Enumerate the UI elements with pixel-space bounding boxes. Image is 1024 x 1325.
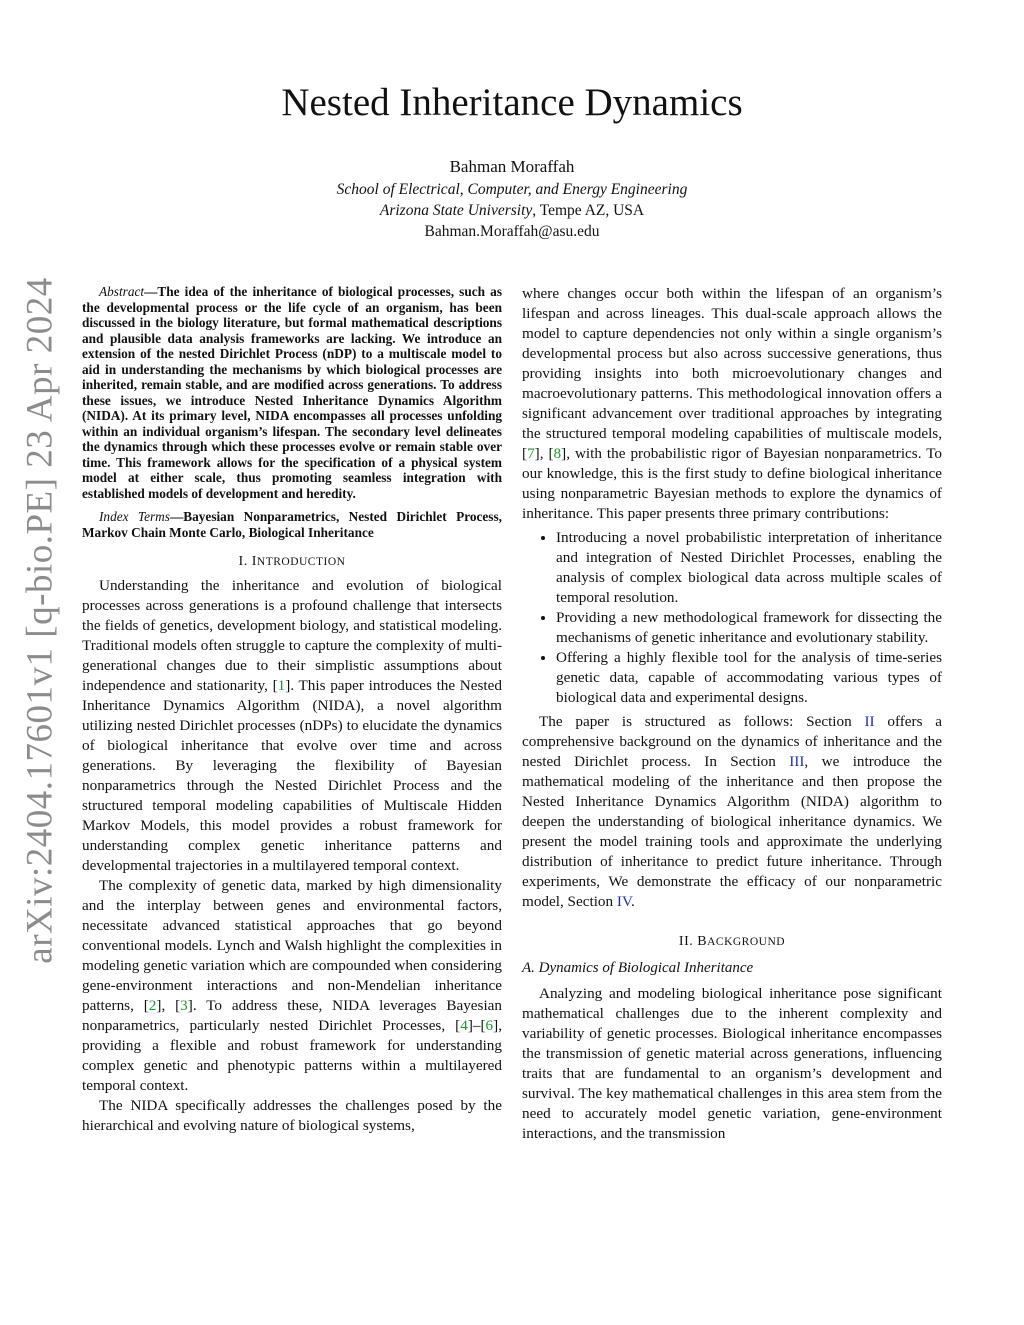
citation-link[interactable]: 3 [180, 997, 188, 1014]
citation-link[interactable]: 8 [553, 445, 562, 462]
section-cap: B [697, 934, 708, 949]
text-run: ]–[ [467, 1017, 486, 1034]
affiliation-school: School of Electrical, Computer, and Energy Engineering [336, 181, 688, 198]
section-heading-introduction [82, 552, 502, 572]
paper-structure-paragraph [522, 712, 942, 912]
text-run: ]. This paper introduces the Nested Inheritance Dynamics Algorithm (NIDA), a novel algorithm utilizing nested Dirichlet processes (nDPs) to elucidate the dynamics of biological inheritance that evolve over time and across generations. By leveraging the flexibility of Bayesian nonparametrics through the Nested Dirichlet Process and the structured temporal modeling capabilities of Multiscale Hidden Markov Models, this model provides a robust framework for understanding complex genetic inheritance patterns and developmental trajectories in a multilayered temporal context. [82, 677, 502, 874]
arxiv-identifier: arXiv:2404.17601v1 [q-bio.PE] 23 Apr 2024 [19, 276, 61, 964]
citation-link[interactable]: 4 [460, 1017, 468, 1034]
background-paragraph-1: Analyzing and modeling biological inheritance pose significant mathematical challenges due to the inherent complexity and variability of genetic processes. Biological inheritance encompasses the transmission of genetic material across generations, influencing traits that are fundamental to an organism’s development and survival. The key mathematical challenges in this area stem from the need to accurately model genetic variation, gene-environment interactions, and the transmission [522, 985, 942, 1142]
text-run: The complexity of genetic data, marked by high dimensionality and the interplay between genes and environmental factors, necessitate advanced statistical approaches that go beyond conventional models. Lynch and Walsh highlight the complexities in modeling genetic variation which are compounded when considering gene-environment interactions and non-Mendelian inheritance patterns, [ [82, 877, 502, 1014]
section-link[interactable]: III [789, 753, 805, 770]
intro-paragraph-3-continued [522, 284, 942, 524]
text-run: ], with the probabilistic rigor of Bayesian nonparametrics. To our knowledge, this is the first study to define biological inheritance using nonparametric Bayesian methods to explore the dynamics of inheritance. This paper presents three primary contributions: [522, 445, 943, 522]
text-run: ], providing a flexible and robust framework for understanding complex genetic and phenotypic patterns within a multilayered temporal context. [82, 1017, 502, 1094]
abstract [82, 284, 502, 501]
citation-link[interactable]: 1 [277, 677, 286, 694]
citation-link[interactable]: 7 [527, 445, 535, 462]
affiliation-university: Arizona State University [379, 202, 533, 219]
section-cap: I [251, 554, 257, 569]
author-name: Bahman Moraffah [449, 157, 575, 176]
section-heading-background [522, 932, 942, 952]
text-run: ], [ [156, 997, 181, 1014]
subsection-heading: A. Dynamics of Biological Inheritance [522, 960, 754, 976]
section-number: II. [678, 934, 694, 949]
text-run: . [631, 893, 635, 910]
list-item: • Providing a new methodological framework for dissecting the mechanisms of genetic inheritance and evolutionary stability. [556, 608, 942, 648]
list-item: • Introducing a novel probabilistic interpretation of inheritance and integration of Nested Dirichlet Processes, enabling the analysis of complex biological data across multiple scales of temporal resolution. [556, 528, 942, 608]
citation-link[interactable]: 6 [485, 1017, 494, 1034]
author-email[interactable]: Bahman.Moraffah@asu.edu [424, 223, 600, 240]
intro-paragraph-1 [82, 576, 502, 876]
index-terms-text: —Bayesian Nonparametrics, Nested Dirichlet Process, Markov Chain Monte Carlo, Biological Inheritance [82, 509, 502, 540]
index-terms [82, 509, 502, 540]
intro-paragraph-3: The NIDA specifically addresses the challenges posed by the hierarchical and evolving nature of biological systems, [82, 1097, 502, 1134]
section-link[interactable]: IV [616, 893, 631, 910]
text-run: where changes occur both within the lifespan of an organism’s lifespan and across lineages. This dual-scale approach allows the model to capture dependencies not only within a single organism’s developmental process but also across successive generations, thus providing insights into both microevolutionary changes and macroevolutionary patterns. This methodological innovation offers a significant advancement over traditional approaches by integrating the structured temporal modeling capabilities of multiscale models, [ [522, 285, 942, 462]
citation-link[interactable]: 2 [148, 997, 157, 1014]
left-column [82, 284, 502, 1136]
section-rest: NTRODUCTION [256, 556, 346, 568]
affiliation-location: , Tempe AZ, USA [532, 202, 645, 219]
index-terms-label: Index Terms [99, 509, 170, 524]
author-block [0, 156, 1024, 242]
section-number: I. [238, 554, 248, 569]
abstract-label: Abstract [99, 284, 145, 299]
text-run: Understanding the inheritance and evolution of biological processes across generations is a profound challenge that intersects the fields of genetics, development biology, and statistical modeling. Traditional models often struggle to capture the complexity of multi-generational changes due to their simplistic assumptions about independence and stationarity, [ [82, 577, 502, 694]
arxiv-side-stamp [8, 276, 72, 964]
intro-paragraph-2 [82, 876, 502, 1096]
text-run: offers a comprehensive background on the dynamics of inheritance and the nested Dirichlet process. In Section [522, 713, 943, 770]
text-run: ], [ [534, 445, 554, 462]
section-rest: ACKGROUND [707, 936, 786, 948]
abstract-text: —The idea of the inheritance of biological processes, such as the developmental process or the life cycle of an organism, has been discussed in the biology literature, but formal mathematical descriptions and plausible data analysis frameworks are lacking. We introduce an extension of the nested Dirichlet Process (nDP) to a multiscale model to aid in understanding the mechanisms by which biological processes are inherited, remain stable, and are modified across generations. To address these issues, we introduce Nested Inheritance Dynamics Algorithm (NIDA). At its primary level, NIDA encompasses all processes unfolding within an individual organism’s lifespan. The secondary level delineates the dynamics through which these processes evolve or remain stable over time. This framework allows for the specification of a physical system model at either scale, thus promoting seamless integration with established models of development and heredity. [82, 284, 502, 501]
affiliation-university-line [0, 200, 1024, 221]
right-column [522, 284, 942, 1144]
contributions-list [522, 528, 942, 708]
text-run: ]. To address these, NIDA leverages Bayesian nonparametrics, particularly nested Dirichlet Processes, [ [82, 997, 502, 1034]
list-item: • Offering a highly flexible tool for the analysis of time-series genetic data, capable of accommodating various types of biological data and experimental designs. [556, 648, 942, 708]
section-link[interactable]: II [864, 713, 875, 730]
paper-title: Nested Inheritance Dynamics [281, 81, 743, 124]
text-run: , we introduce the mathematical modeling of the inheritance and then propose the Nested Inheritance Dynamics Algorithm (NIDA) algorithm to deepen the understanding of biological inheritance dynamics. We present the model training tools and approximate the underlying distribution of inheritance to predict future inheritance. Through experiments, We demonstrate the efficacy of our nonparametric model, Section [522, 753, 942, 910]
text-run: The paper is structured as follows: Section [539, 713, 865, 730]
